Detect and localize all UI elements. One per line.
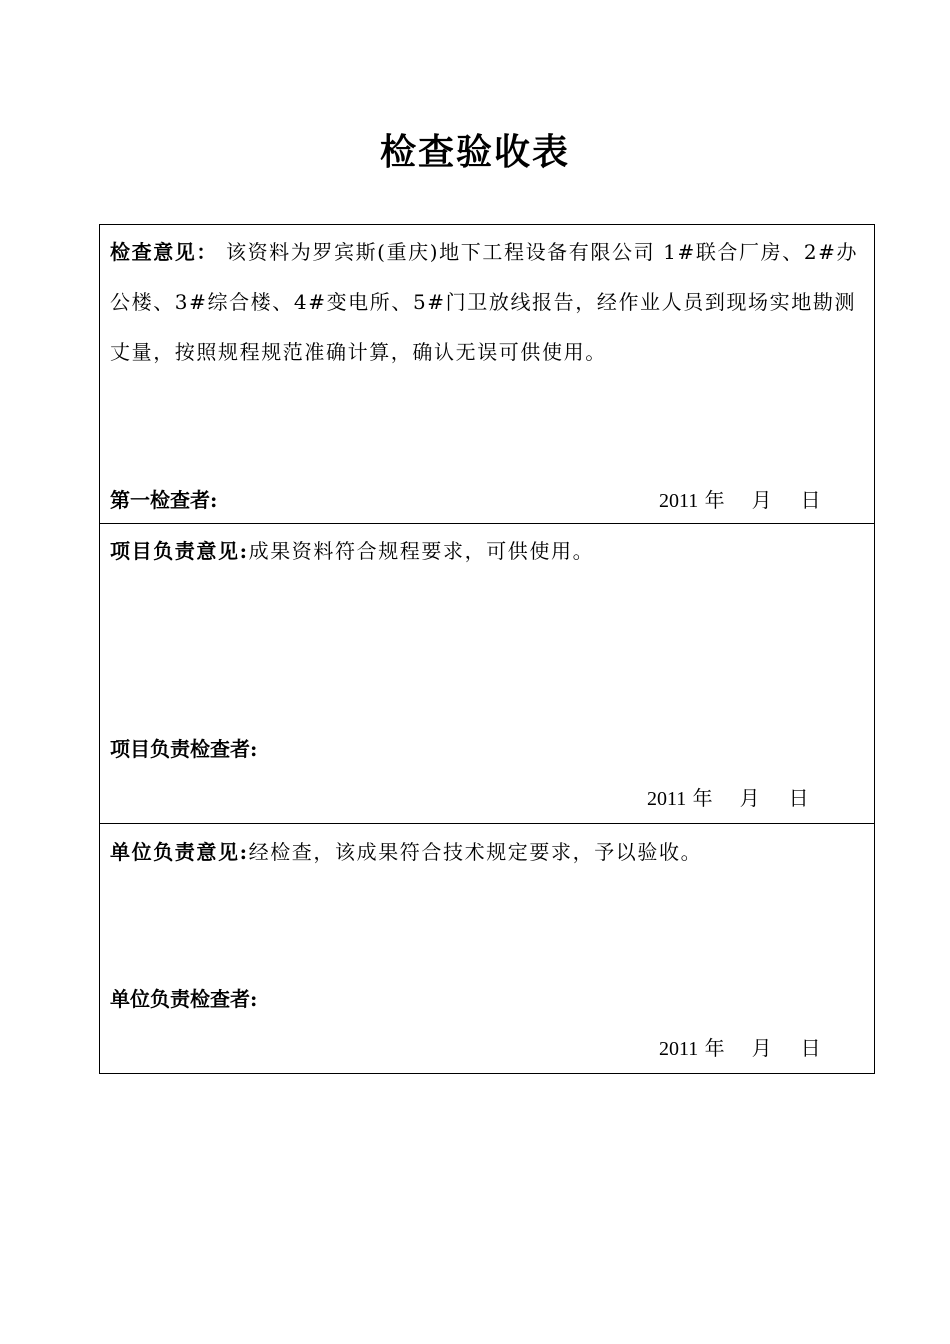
date-month-unit: 月 <box>739 786 760 810</box>
unit-opinion <box>110 827 866 877</box>
project-opinion <box>110 526 866 576</box>
section-unit-opinion <box>100 824 874 1073</box>
date-year: 2011 <box>659 1038 699 1060</box>
inspection-opinion-label: 检查意见： <box>110 240 218 264</box>
date-day-unit: 日 <box>788 786 809 810</box>
inspection-opinion <box>110 227 866 377</box>
date-day-unit: 日 <box>800 488 821 512</box>
unit-inspector-label: 单位负责检查者: <box>110 987 258 1011</box>
project-opinion-label: 项目负责意见: <box>110 539 249 563</box>
inspection-opinion-text: 该资料为罗宾斯(重庆)地下工程设备有限公司 1#联合厂房、2#办公楼、3#综合楼、4#变电所、5#门卫放线报告，经作业人员到现场实地勘测丈量，按照规程规范准确计算，确认无误可供使用。 <box>110 240 859 364</box>
unit-opinion-text: 经检查，该成果符合技术规定要求，予以验收。 <box>248 840 703 864</box>
date-month-unit: 月 <box>751 1036 772 1060</box>
date-year: 2011 <box>659 490 699 512</box>
document-title: 检查验收表 <box>379 131 570 173</box>
inspection-form-table <box>99 224 875 1074</box>
first-inspector-date <box>659 485 821 516</box>
date-year-unit: 年 <box>704 1036 725 1060</box>
date-year: 2011 <box>647 788 687 810</box>
date-month-unit: 月 <box>751 488 772 512</box>
unit-opinion-label: 单位负责意见: <box>110 840 249 864</box>
date-year-unit: 年 <box>692 786 713 810</box>
section-inspection-opinion <box>100 225 874 524</box>
project-inspector-date <box>647 783 809 814</box>
date-day-unit: 日 <box>800 1036 821 1060</box>
unit-inspector-date <box>659 1033 821 1064</box>
section-project-opinion <box>100 524 874 824</box>
date-year-unit: 年 <box>704 488 725 512</box>
project-inspector-label: 项目负责检查者: <box>110 737 258 761</box>
project-opinion-text: 成果资料符合规程要求，可供使用。 <box>248 539 595 563</box>
first-inspector-label: 第一检查者: <box>110 488 218 512</box>
